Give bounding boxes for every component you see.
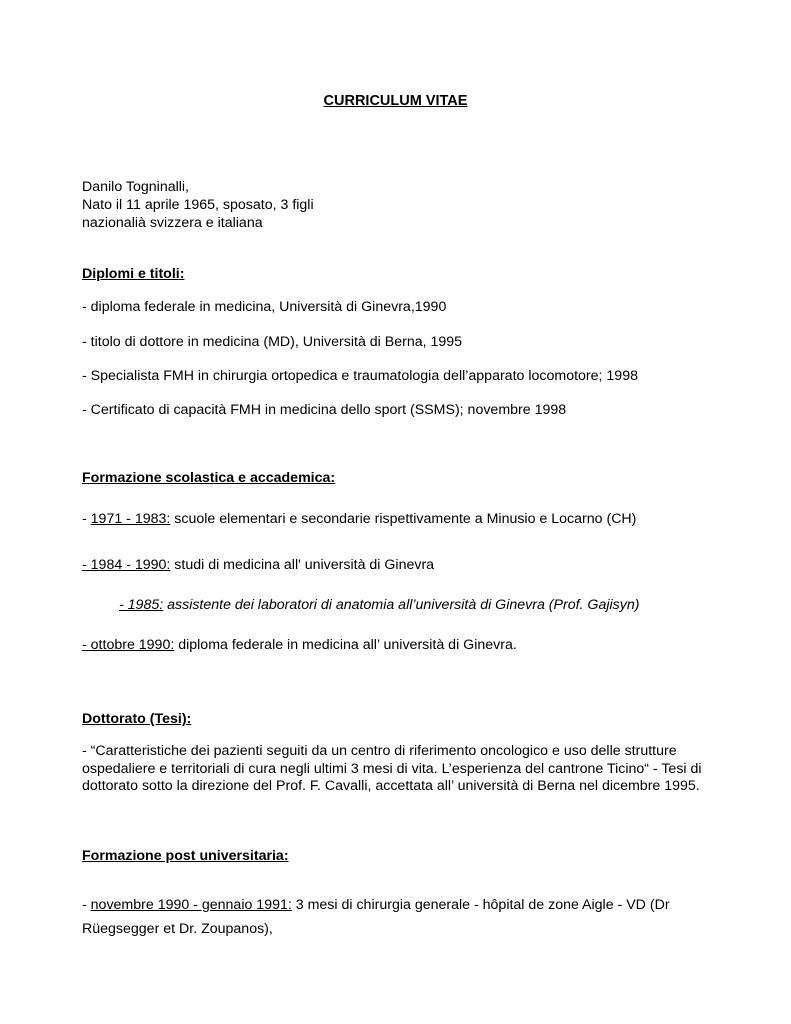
post-heading: Formazione post universitaria: [82, 848, 289, 864]
diplomi-item: - titolo di dottore in medicina (MD), Università di Berna, 1995 [82, 334, 463, 350]
item-date: 1971 - 1983: [90, 511, 171, 527]
dottorato-heading: Dottorato (Tesi): [82, 711, 192, 727]
diplomi-item: - Specialista FMH in chirurgia ortopedica e traumatologia dell’apparato locomotore; 1998 [82, 368, 638, 384]
diplomi-item: - Certificato di capacità FMH in medicina dello sport (SSMS); novembre 1998 [82, 402, 567, 418]
item-prefix: - [82, 511, 91, 527]
item-text: studi di medicina all' università di Ginevra [170, 557, 435, 573]
formazione-item [82, 510, 636, 528]
personal-name: Danilo Togninalli, [82, 179, 190, 195]
dottorato-text: - “Caratteristiche dei pazienti seguiti da un centro di riferimento oncologico e uso delle strutture ospedaliere e territoriali di cura negli ultimi 3 mesi di vita. L’esperienza del cantrone Ticino“ - Tesi di dottorato sotto la direzione del Prof. F. Cavalli, accettata all’ università di Berna nel dicembre 1995. [82, 743, 702, 794]
formazione-item-indented [119, 596, 639, 614]
item-prefix: - [82, 897, 91, 913]
item-text: 3 mesi di chirurgia generale - hôpital de zone Aigle - VD (Dr Rüegsegger et Dr. Zoupanos), [82, 897, 670, 937]
formazione-item [82, 556, 434, 574]
document-title: CURRICULUM VITAE [323, 93, 468, 109]
formazione-heading: Formazione scolastica e accademica: [82, 470, 336, 486]
diplomi-item: - diploma federale in medicina, Università di Ginevra,1990 [82, 299, 447, 315]
item-text: scuole elementari e secondarie rispettivamente a Minusio e Locarno (CH) [170, 511, 637, 527]
personal-birth: Nato il 11 aprile 1965, sposato, 3 figli [82, 197, 314, 213]
item-date: novembre 1990 - gennaio 1991: [90, 897, 292, 913]
personal-nationality: nazionalià svizzera e italiana [82, 215, 263, 231]
diplomi-heading: Diplomi e titoli: [82, 266, 185, 282]
item-date: - 1985: [119, 597, 164, 613]
item-date: - ottobre 1990: [82, 637, 175, 653]
item-date: - 1984 - 1990: [82, 557, 171, 573]
formazione-item [82, 636, 517, 654]
post-item [82, 893, 702, 941]
item-text: assistente dei laboratori di anatomia all’università di Ginevra (Prof. Gajisyn) [163, 597, 640, 613]
item-text: diploma federale in medicina all’ università di Ginevra. [174, 637, 517, 653]
